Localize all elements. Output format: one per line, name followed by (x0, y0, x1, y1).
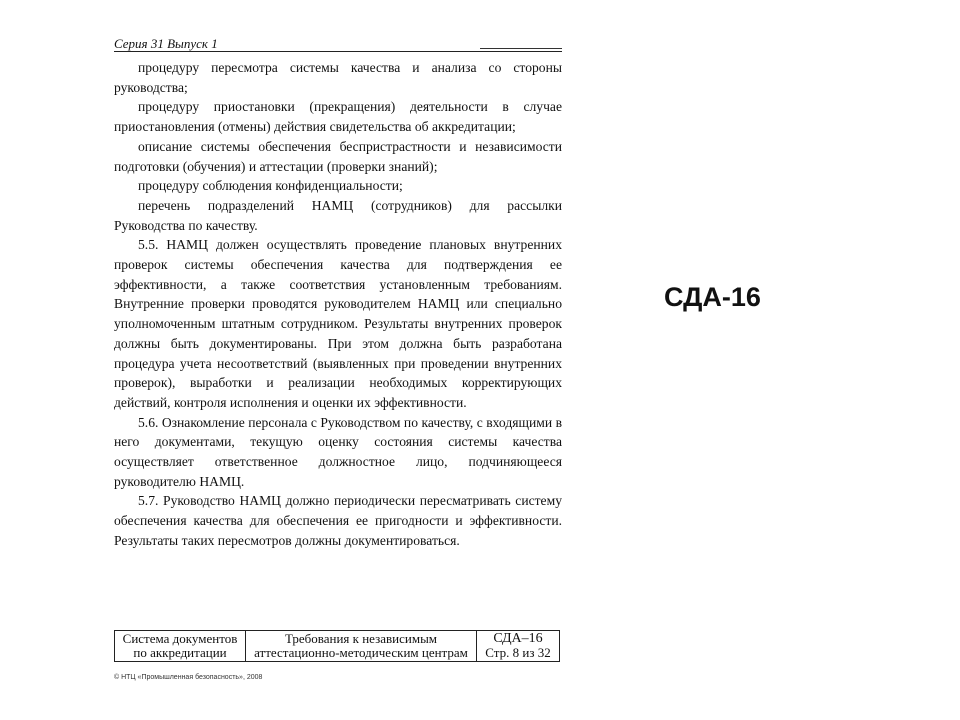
footer-title-line1: Требования к независимым (284, 631, 438, 646)
document-code-label: СДА-16 (664, 282, 761, 312)
footer-code-cell (477, 631, 560, 662)
paragraph: 5.5. НАМЦ должен осуществлять проведение плановых внутренних проверок системы обеспечения качества для подтверждения ее эффективности, а также соответствия установленным требованиям. Внутренние проверки проводятся руководителем НАМЦ или специально уполномоченным штатным сотрудником. Результаты внутренних проверок должны быть документированы. При этом должна быть разработана процедура учета несоответствий (выявленных при проведении внутренних проверок), выработки и реализации необходимых корректирующих действий, контроля исполнения и оценки их эффективности. (114, 237, 562, 410)
header-divider (114, 51, 562, 52)
footer-title-line2: аттестационно-методическим центрам (254, 645, 468, 660)
paragraph: 5.6. Ознакомление персонала с Руководством по качеству, с входящими в него документами, текущую оценку состояния системы качества осуществляет ответственное должностное лицо, подчиняющееся руководителю НАМЦ. (114, 414, 562, 489)
footer-page-number: Стр. 8 из 32 (485, 645, 551, 660)
footer-doc-system-line2: по аккредитации (133, 645, 227, 660)
paragraph: описание системы обеспечения беспристрастности и независимости подготовки (обучения) и аттестации (проверки знаний); (114, 138, 562, 174)
footer-doc-code: СДА–16 (493, 631, 543, 646)
body-text (114, 58, 562, 551)
header-divider-short (480, 48, 562, 49)
footer-stamp-table (114, 630, 560, 662)
footer-doc-system-cell (115, 631, 246, 662)
footer-title-cell (246, 631, 477, 662)
series-header: Серия 31 Выпуск 1 (114, 36, 218, 51)
paragraph: процедуру пересмотра системы качества и анализа со стороны руководства; (114, 60, 562, 95)
footer-doc-system-line1: Система документов (122, 631, 238, 646)
paragraph: процедуру соблюдения конфиденциальности; (138, 178, 403, 194)
paragraph: 5.7. Руководство НАМЦ должно периодически пересматривать систему обеспечения качества для обеспечения ее пригодности и эффективности. Результаты таких пересмотров должны документироваться. (114, 493, 562, 548)
copyright-notice: © НТЦ «Промышленная безопасность», 2008 (114, 674, 263, 681)
paragraph: перечень подразделений НАМЦ (сотрудников) для рассылки Руководства по качеству. (114, 197, 562, 233)
paragraph: процедуру приостановки (прекращения) деятельности в случае приостановления (отмены) действия свидетельства об аккредитации; (114, 99, 562, 135)
